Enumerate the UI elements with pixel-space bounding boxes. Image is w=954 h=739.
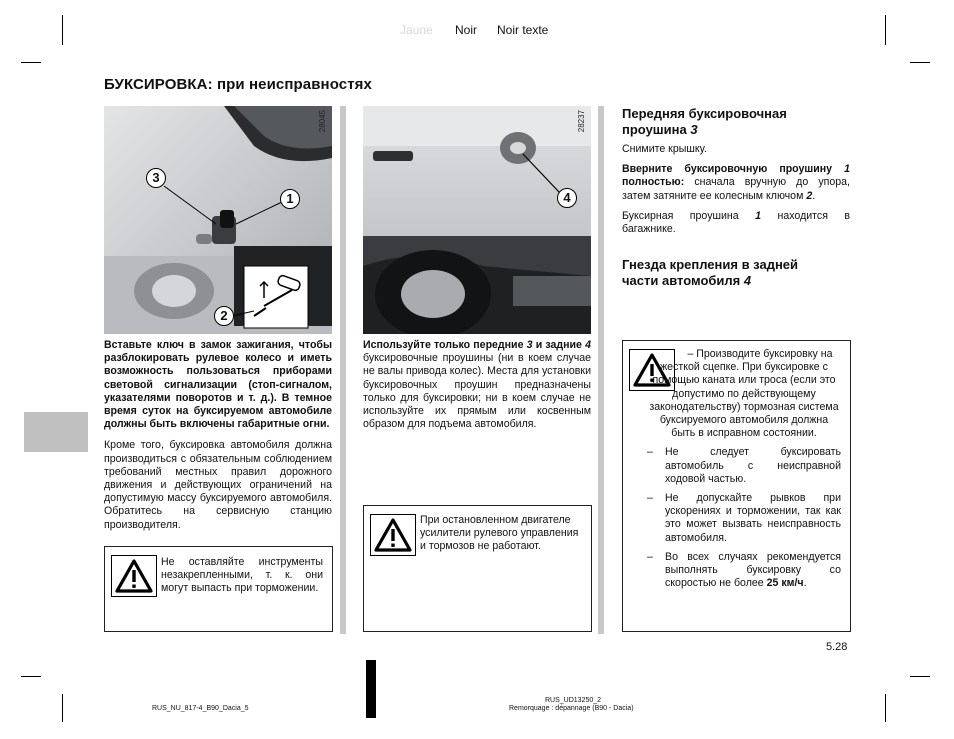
crop-mark bbox=[885, 15, 886, 45]
list-item: – Во всех случаях рекомендуется выполнять буксировку со скоростью не более 25 км/ч. bbox=[647, 550, 841, 590]
eye-location-text: Буксирная проушина 1 находится в багажнике. bbox=[622, 209, 851, 236]
photo-code: 28045 bbox=[318, 110, 327, 133]
list-item: – Не допускайте рывков при ускорениях и торможении, так как это может вызвать неисправность автомобиля. bbox=[647, 492, 841, 544]
warning-triangle-icon bbox=[370, 514, 416, 556]
remove-cover-text: Снимите крышку. bbox=[622, 143, 707, 155]
heading-rear-mounts: Гнезда крепления в задней части автомобиля 4 bbox=[622, 257, 799, 288]
warning-triangle-icon bbox=[111, 555, 157, 597]
color-label-noir-texte: Noir texte bbox=[497, 23, 549, 37]
callout-2: 2 bbox=[214, 306, 234, 326]
registration-bar bbox=[366, 660, 376, 718]
footer-center-1: RUS_UD13250_2 bbox=[545, 697, 602, 704]
footer-left: RUS_NU_817-4_B90_Dacia_5 bbox=[152, 705, 249, 712]
crop-mark bbox=[62, 694, 63, 722]
traffic-rules-paragraph: Кроме того, буксировка автомобиля должна производиться с обязательным соблюдением требований местных правил дорожного движения и действующих ограничений на допустимую массу буксируемого автомобиля. Обратитесь на сервисную станцию производителя. bbox=[104, 439, 332, 531]
rigid-tow-text: – Производите буксировку на жесткой сцепке. При буксировке с помощью каната или троса (если это допустимо по действующему законодательству) тормозная система буксируемого автомобиля должна быть в исправном состоянии. bbox=[649, 348, 839, 440]
ignition-key-instruction: Вставьте ключ в замок зажигания, чтобы разблокировать рулевое колесо и иметь возможность пользоваться приборами световой сигнализации (стоп-сигналом, указателями поворотов и т. д.). В темное время суток на буксируемом автомобиле должны быть включены габаритные огни. bbox=[104, 339, 332, 431]
callout-4: 4 bbox=[557, 188, 577, 208]
front-bumper-illustration bbox=[104, 106, 332, 334]
crop-mark bbox=[62, 15, 63, 45]
photo-front-towing-eye bbox=[104, 106, 332, 334]
crop-mark bbox=[910, 676, 930, 677]
photo-code: 28237 bbox=[577, 110, 586, 133]
warning-box-engine-off bbox=[363, 505, 592, 632]
column-1-text bbox=[104, 339, 332, 532]
color-label-noir: Noir bbox=[455, 23, 478, 37]
crop-mark bbox=[885, 694, 886, 722]
page-title: БУКСИРОВКА: при неисправностях bbox=[104, 76, 372, 93]
rear-bumper-illustration bbox=[363, 106, 591, 334]
warning-text: При остановленном двигателе усилители рулевого управления и тормозов не работают. bbox=[420, 514, 579, 553]
photo-rear-towing-point bbox=[363, 106, 591, 334]
section-tab bbox=[24, 412, 88, 452]
footer-center-2: Remorquage : dépannage (B90 - Dacia) bbox=[509, 705, 634, 712]
callout-3: 3 bbox=[146, 168, 166, 188]
warning-box-towing-rules bbox=[622, 340, 851, 632]
callout-1: 1 bbox=[280, 189, 300, 209]
crop-mark bbox=[21, 676, 41, 677]
screw-in-eye-text: Вверните буксировочную проушину 1 полностью: сначала вручную до упора, затем затяните ее колесным ключом 2. bbox=[622, 163, 850, 202]
towing-eyes-paragraph: Используйте только передние 3 и задние 4 буксировочные проушины (ни в коем случае не валы привода колес). Места для установки буксировочных проушин предназначены только для буксировки; ни в коем случае не используйте их прямым или косвенным образом для подъема автомобиля. bbox=[363, 339, 591, 431]
page-number: 5.28 bbox=[826, 641, 848, 653]
warning-text: Не оставляйте инструменты незакрепленными, т. к. они могут выпасть при торможении. bbox=[161, 556, 323, 595]
warning-box-tools bbox=[104, 546, 333, 632]
list-item: – Не следует буксировать автомобиль с неисправной ходовой частью. bbox=[647, 446, 841, 485]
color-label-jaune: Jaune bbox=[400, 23, 433, 37]
crop-mark bbox=[21, 62, 41, 63]
column-separator bbox=[340, 106, 346, 634]
column-2-text bbox=[363, 339, 591, 431]
heading-front-towing-eye: Передняя буксировочная проушина 3 bbox=[622, 106, 787, 137]
column-separator bbox=[598, 106, 604, 634]
crop-mark bbox=[910, 62, 930, 63]
column-3-text bbox=[622, 143, 850, 236]
